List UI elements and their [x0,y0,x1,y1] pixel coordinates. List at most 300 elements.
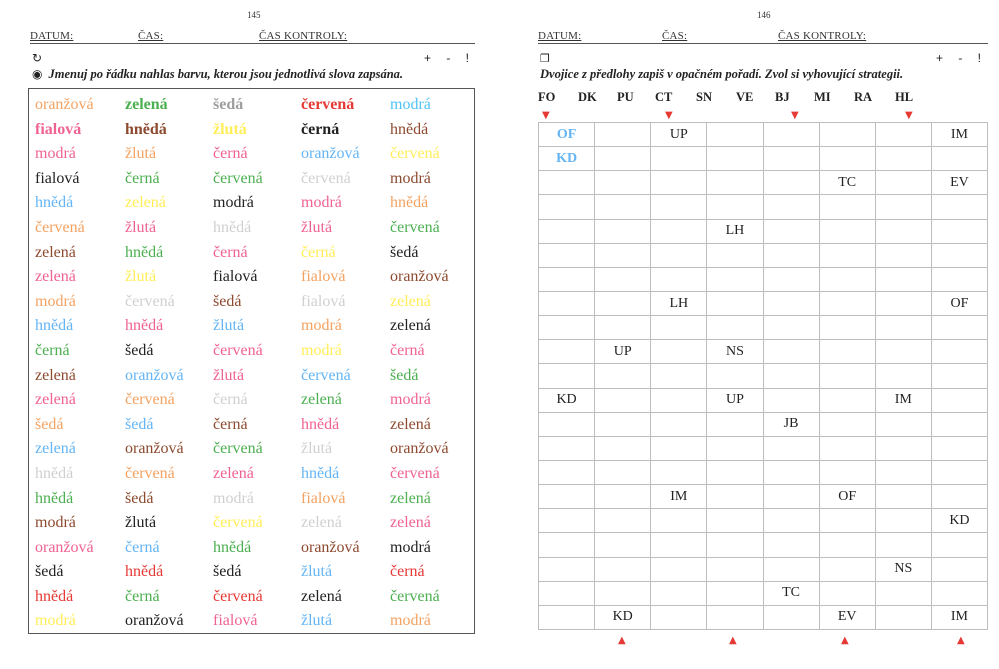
arrow-up-icon: ▲ [841,635,849,646]
grid-cell[interactable] [651,219,707,243]
grid-cell[interactable] [707,291,763,315]
color-word: šedá [125,415,154,433]
eye-icon: ◉ [32,67,43,81]
color-word: zelená [35,391,76,409]
grid-cell[interactable] [875,460,931,484]
left-page [0,0,490,669]
key-code: HL [895,90,914,104]
grid-cell[interactable] [931,267,987,291]
grid-cell[interactable] [707,316,763,340]
grid-cell[interactable] [931,412,987,436]
color-word: žlutá [213,317,245,335]
grid-cell[interactable] [595,533,651,557]
grid-cell[interactable] [875,219,931,243]
color-word: černá [301,120,340,138]
grid-row [539,316,988,340]
grid-cell[interactable] [595,147,651,171]
grid-cell[interactable] [651,340,707,364]
grid-row [539,436,988,460]
grid-cell[interactable] [819,388,875,412]
grid-cell[interactable] [875,195,931,219]
grid-cell[interactable] [707,460,763,484]
color-word: žlutá [125,514,157,532]
grid-cell[interactable] [763,509,819,533]
grid-cell[interactable] [651,364,707,388]
grid-cell[interactable] [539,340,595,364]
color-word: zelená [390,317,431,335]
grid-cell[interactable] [875,581,931,605]
grid-cell[interactable] [707,485,763,509]
color-word: modrá [35,292,76,310]
instruction-text: Jmenuj po řádku nahlas barvu, kterou jsou jednotlivá slova zapsána. [48,67,404,81]
grid-cell[interactable] [595,195,651,219]
grid-cell[interactable] [931,533,987,557]
color-word: hnědá [35,464,74,482]
grid-cell[interactable] [539,605,595,629]
color-word: modrá [390,169,431,187]
grid-cell[interactable]: IM [931,123,987,147]
grid-cell[interactable] [819,219,875,243]
color-word: šedá [390,366,419,384]
grid-row [539,243,988,267]
grid-row [539,267,988,291]
color-word: černá [213,415,248,433]
color-word: žlutá [301,563,333,581]
color-word: červená [125,464,175,482]
color-word: modrá [301,194,342,212]
grid-cell[interactable]: UP [707,388,763,412]
grid-cell[interactable] [763,171,819,195]
grid-cell[interactable] [707,533,763,557]
color-word: oranžová [35,96,94,113]
grid-cell[interactable]: JB [763,412,819,436]
grid-cell[interactable]: IM [931,605,987,629]
color-word: zelená [301,587,342,605]
grid-cell[interactable] [539,460,595,484]
color-word: hnědá [125,120,167,138]
grid-cell[interactable] [651,243,707,267]
color-word: oranžová [125,366,184,384]
grid-cell[interactable] [595,123,651,147]
grid-cell[interactable]: KD [595,605,651,629]
grid-cell[interactable] [763,557,819,581]
color-word: hnědá [125,243,164,261]
grid-cell[interactable] [875,147,931,171]
grid-cell[interactable] [931,219,987,243]
arrow-down-icon: ▼ [542,110,550,121]
grid-cell[interactable] [819,460,875,484]
grid-cell[interactable] [763,219,819,243]
color-word: červená [35,218,85,236]
grid-cell[interactable] [819,291,875,315]
color-word: hnědá [35,587,74,605]
color-word: fialová [301,268,346,286]
grid-cell[interactable] [763,267,819,291]
grid-row [539,557,988,581]
control-row [32,51,475,66]
grid-cell[interactable] [819,581,875,605]
grid-cell[interactable] [763,291,819,315]
grid-cell[interactable] [819,267,875,291]
grid-cell[interactable] [707,581,763,605]
color-word: šedá [125,341,154,359]
color-word: hnědá [35,194,74,212]
color-word: šedá [390,243,419,261]
key-code: DK [578,90,597,104]
grid-cell[interactable] [875,485,931,509]
arrow-down-icon: ▼ [791,110,799,121]
color-word: modrá [390,96,431,113]
grid-cell[interactable] [539,267,595,291]
color-word: hnědá [301,415,340,433]
grid-cell[interactable] [539,509,595,533]
grid-cell[interactable] [819,147,875,171]
grid-cell[interactable] [539,581,595,605]
grid-cell[interactable] [819,509,875,533]
grid-cell[interactable] [707,436,763,460]
key-code: RA [854,90,873,104]
color-word: hnědá [125,317,164,335]
grid-cell[interactable] [763,533,819,557]
grid-cell[interactable]: TC [819,171,875,195]
grid-cell[interactable] [763,147,819,171]
grid-cell[interactable] [819,123,875,147]
color-word: zelená [35,243,76,261]
color-word: hnědá [390,120,429,138]
grid-cell[interactable] [595,557,651,581]
grid-row [539,533,988,557]
color-word: zelená [125,194,166,212]
grid-cell[interactable] [875,243,931,267]
color-word: černá [125,587,160,605]
grid-cell[interactable] [707,171,763,195]
grid-cell[interactable]: KD [931,509,987,533]
color-word: fialová [213,612,258,630]
grid-cell[interactable] [595,171,651,195]
grid-cell[interactable]: EV [819,605,875,629]
color-word: zelená [390,292,431,310]
grid-row [539,485,988,509]
grid-cell[interactable] [819,340,875,364]
grid-cell[interactable] [539,316,595,340]
color-word: zelená [35,366,76,384]
color-word: černá [390,563,425,581]
datum-label: DATUM: [30,30,74,42]
grid-cell[interactable] [875,316,931,340]
grid-cell[interactable] [875,533,931,557]
word-box [28,88,475,634]
grid-cell[interactable] [931,460,987,484]
grid-cell[interactable] [931,436,987,460]
grid-cell[interactable] [651,533,707,557]
grid-cell[interactable] [819,557,875,581]
grid-row [539,195,988,219]
color-word: černá [125,169,160,187]
color-word: oranžová [125,440,184,458]
grid-cell[interactable] [707,243,763,267]
color-word: šedá [125,489,154,507]
arrow-up-icon: ▲ [957,635,965,646]
grid-cell[interactable] [875,605,931,629]
grid-cell[interactable] [763,195,819,219]
grid-cell[interactable] [875,123,931,147]
grid-cell[interactable] [651,171,707,195]
color-word: hnědá [213,218,252,236]
grid-cell[interactable] [539,436,595,460]
grid-cell[interactable] [595,243,651,267]
grid-cell[interactable] [875,412,931,436]
key-code: PU [617,90,634,104]
grid-cell[interactable] [595,460,651,484]
grid-row [539,171,988,195]
color-word: černá [213,243,248,261]
grid-cell[interactable] [707,195,763,219]
grid-cell[interactable] [539,485,595,509]
grid-cell[interactable] [651,267,707,291]
grid-cell[interactable] [763,460,819,484]
copy-icon: ❐ [540,52,550,65]
grid-cell[interactable] [931,388,987,412]
color-word: oranžová [301,145,360,163]
color-word: zelená [213,464,254,482]
color-word: černá [35,341,70,359]
page-number: 146 [757,10,771,20]
grid-row [539,123,988,147]
grid-cell[interactable] [595,219,651,243]
control-marks: + - ! [423,51,475,65]
grid-cell[interactable]: IM [651,485,707,509]
grid-row [539,509,988,533]
grid-cell[interactable] [875,171,931,195]
right-page [508,0,999,669]
grid-cell[interactable] [595,388,651,412]
grid-cell[interactable] [763,123,819,147]
color-word: oranžová [125,612,184,630]
grid-cell[interactable] [707,557,763,581]
grid-cell[interactable]: IM [875,388,931,412]
color-word: oranžová [390,440,449,458]
grid-cell[interactable] [819,195,875,219]
grid-cell[interactable] [931,243,987,267]
grid-cell[interactable] [707,147,763,171]
key-code: CT [655,90,673,104]
answer-grid [538,122,988,630]
grid-cell[interactable] [707,509,763,533]
grid-cell[interactable] [931,557,987,581]
color-word: zelená [125,96,168,113]
color-word: šedá [213,563,242,581]
grid-cell[interactable] [651,460,707,484]
grid-cell[interactable] [707,412,763,436]
color-word: fialová [35,120,82,138]
grid-cell[interactable] [651,316,707,340]
grid-cell[interactable] [763,243,819,267]
color-word: fialová [213,268,258,286]
grid-row [539,340,988,364]
grid-cell[interactable] [763,364,819,388]
grid-cell[interactable] [819,412,875,436]
color-word: modrá [213,194,254,212]
grid-cell[interactable] [539,412,595,436]
color-word: zelená [390,514,431,532]
datum-label: DATUM: [538,30,582,42]
instruction-text: Dvojice z předlohy zapiš v opačném pořadí. Zvol si vyhovující strategii. [540,67,904,81]
arrow-up-icon: ▲ [729,635,737,646]
grid-cell[interactable]: UP [595,340,651,364]
grid-cell[interactable]: TC [763,581,819,605]
color-word: modrá [213,489,254,507]
color-word: zelená [35,268,76,286]
grid-cell[interactable] [875,509,931,533]
grid-cell[interactable] [539,557,595,581]
color-word: černá [301,243,336,261]
color-word: zelená [301,391,342,409]
grid-cell[interactable] [651,195,707,219]
cas-label: ČAS: [138,30,164,42]
color-word: žlutá [301,612,333,630]
color-word: červená [213,169,263,187]
arrow-up-icon: ▲ [618,635,626,646]
color-word: hnědá [390,194,429,212]
grid-cell[interactable] [651,557,707,581]
grid-cell[interactable] [595,509,651,533]
grid-cell[interactable] [763,485,819,509]
grid-cell[interactable]: OF [819,485,875,509]
color-word: šedá [213,292,242,310]
grid-row [539,581,988,605]
grid-cell[interactable] [819,436,875,460]
color-word: modrá [35,145,76,163]
grid-cell[interactable] [763,340,819,364]
grid-cell[interactable] [595,436,651,460]
control-row [540,51,987,66]
grid-cell[interactable] [539,243,595,267]
grid-cell[interactable]: LH [651,291,707,315]
grid-cell[interactable]: OF [539,123,595,147]
grid-cell[interactable] [763,436,819,460]
instruction [32,67,403,82]
color-word: modrá [35,514,76,532]
grid-cell[interactable] [595,485,651,509]
grid-cell[interactable] [707,364,763,388]
color-word: žlutá [301,218,333,236]
grid-cell[interactable] [931,316,987,340]
grid-cell[interactable] [819,533,875,557]
grid-cell[interactable] [651,436,707,460]
grid-cell[interactable]: NS [707,340,763,364]
grid-cell[interactable] [651,509,707,533]
color-word: hnědá [301,464,340,482]
grid-cell[interactable] [539,533,595,557]
grid-cell[interactable] [651,605,707,629]
grid-cell[interactable] [875,267,931,291]
grid-cell[interactable] [651,147,707,171]
grid-cell[interactable] [707,123,763,147]
grid-cell[interactable] [875,340,931,364]
key-code: SN [696,90,712,104]
grid-cell[interactable] [539,195,595,219]
color-word: žlutá [301,440,333,458]
grid-cell[interactable] [819,364,875,388]
grid-cell[interactable] [595,364,651,388]
color-word: zelená [390,415,431,433]
key-code: FO [538,90,556,104]
grid-cell[interactable] [651,581,707,605]
grid-cell[interactable] [595,412,651,436]
grid-cell[interactable] [931,147,987,171]
grid-cell[interactable] [539,171,595,195]
grid-cell[interactable] [819,243,875,267]
grid-row [539,605,988,629]
grid-cell[interactable] [595,581,651,605]
color-word: žlutá [125,145,157,163]
grid-cell[interactable] [931,340,987,364]
color-word: červená [125,391,175,409]
grid-row [539,388,988,412]
grid-cell[interactable] [651,412,707,436]
grid-cell[interactable] [707,605,763,629]
key-code: MI [814,90,831,104]
color-word: červená [301,96,355,113]
grid-cell[interactable] [875,436,931,460]
grid-cell[interactable]: KD [539,388,595,412]
grid-cell[interactable] [595,267,651,291]
grid-cell[interactable] [539,291,595,315]
header-rule [538,43,988,44]
grid-cell[interactable]: KD [539,147,595,171]
color-word: modrá [390,538,431,556]
grid-cell[interactable]: EV [931,171,987,195]
color-word: žlutá [213,120,247,138]
color-word: zelená [35,440,76,458]
grid-row [539,219,988,243]
grid-cell[interactable] [875,291,931,315]
grid-cell[interactable] [931,581,987,605]
color-word: žlutá [125,268,157,286]
color-word: modrá [301,341,342,359]
color-word: modrá [390,612,431,630]
grid-cell[interactable] [819,316,875,340]
color-word: fialová [301,292,346,310]
grid-cell[interactable] [763,316,819,340]
color-word: červená [213,514,263,532]
color-word: modrá [301,317,342,335]
grid-cell[interactable] [763,388,819,412]
grid-cell[interactable] [931,195,987,219]
color-word: hnědá [35,317,74,335]
grid-cell[interactable] [763,605,819,629]
grid-cell[interactable] [539,364,595,388]
grid-cell[interactable] [931,364,987,388]
grid-cell[interactable] [595,316,651,340]
grid-cell[interactable] [875,364,931,388]
color-word: modrá [35,612,76,630]
grid-cell[interactable] [539,219,595,243]
grid-cell[interactable] [595,291,651,315]
color-word: hnědá [213,538,252,556]
grid-cell[interactable]: UP [651,123,707,147]
color-word: zelená [390,489,431,507]
color-word: červená [301,169,351,187]
color-word: černá [213,145,248,163]
grid-cell[interactable] [707,267,763,291]
grid-cell[interactable]: OF [931,291,987,315]
grid-cell[interactable] [651,388,707,412]
instruction [540,67,903,82]
grid-cell[interactable] [931,485,987,509]
grid-cell[interactable]: NS [875,557,931,581]
grid-cell[interactable]: LH [707,219,763,243]
